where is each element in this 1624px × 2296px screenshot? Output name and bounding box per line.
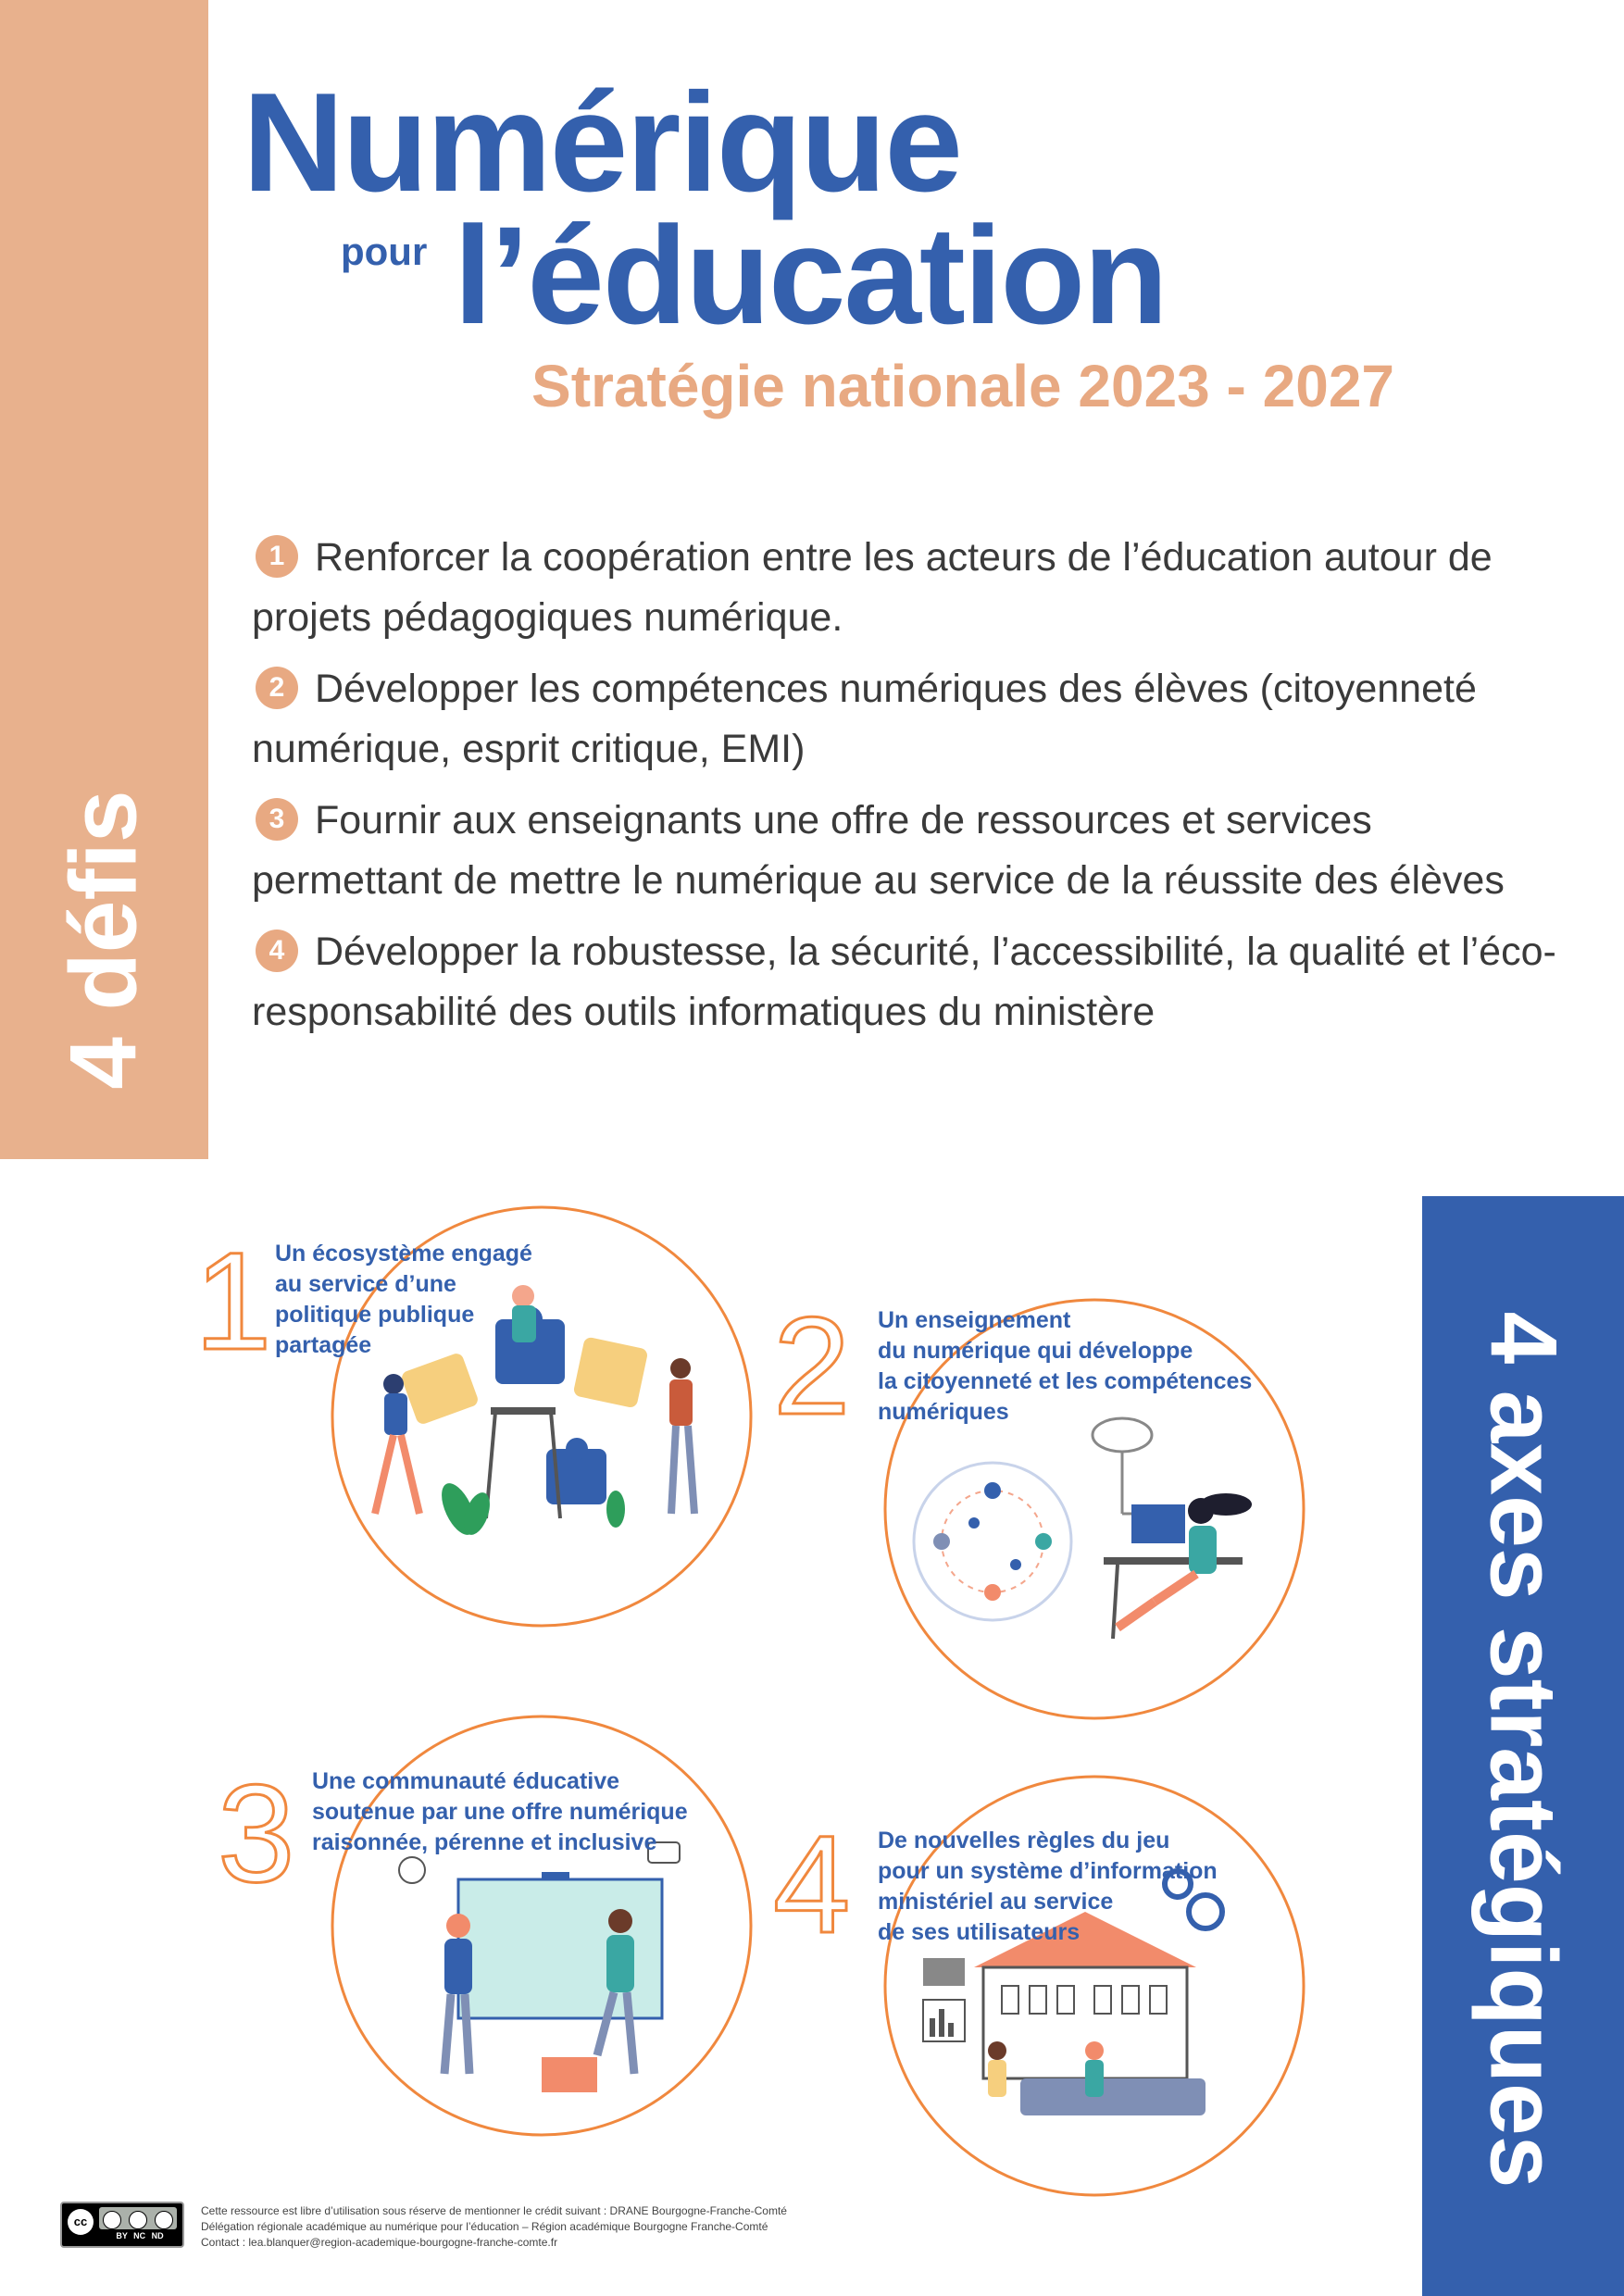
axis-3-number: 3 — [218, 1755, 295, 1911]
nd-icon — [155, 2211, 173, 2229]
axis-2-title: Un enseignement du numérique qui développe la citoyenneté et les compétences numériques — [878, 1307, 1253, 1425]
defi-item — [252, 922, 1567, 1042]
network-globe-icon — [914, 1463, 1071, 1620]
axis-1-number: 1 — [194, 1223, 272, 1379]
defis-label: 4 défis — [50, 790, 156, 1090]
defi-item — [252, 791, 1567, 911]
defis-list — [252, 528, 1567, 1054]
axis-1-title: Un écosystème engagé au service d’une politique publique partagée — [275, 1241, 532, 1358]
footer-line: Contact : lea.blanquer@region-academique-bourgogne-franche-comte.fr — [201, 2236, 558, 2249]
axis-3-title: Une communauté éducative soutenue par une offre numérique raisonnée, pérenne et inclusive — [312, 1768, 688, 1855]
number-badge: 3 — [256, 798, 298, 841]
cc-tags: BY NC ND — [116, 2231, 164, 2240]
axis-4-title: De nouvelles règles du jeu pour un système d’information ministériel au service de ses utilisateurs — [878, 1828, 1218, 1945]
defi-item — [252, 528, 1567, 648]
person-computer-icon — [1104, 1493, 1252, 1639]
footer-line: Cette ressource est libre d’utilisation sous réserve de mentionner le crédit suivant : DRANE Bourgogne-Franche-Comté — [201, 2204, 787, 2217]
footer-line: Délégation régionale académique au numérique pour l’éducation – Région académique Bourgogne Franche-Comté — [201, 2220, 768, 2233]
axis-4-number: 4 — [773, 1806, 851, 1962]
defi-text: Développer la robustesse, la sécurité, l’accessibilité, la qualité et l’éco-responsabilité des outils informatiques du ministère — [252, 930, 1556, 1034]
title-education: l’éducation — [454, 197, 1167, 353]
title-pour: pour — [341, 230, 428, 273]
defi-item — [252, 659, 1567, 780]
by-icon — [103, 2211, 121, 2229]
number-badge: 4 — [256, 930, 298, 972]
subtitle: Stratégie nationale 2023 - 2027 — [531, 353, 1394, 419]
defi-text: Renforcer la coopération entre les acteurs de l’éducation autour de projets pédagogiques numérique. — [252, 535, 1493, 640]
axis-2-number: 2 — [773, 1288, 851, 1443]
defi-text: Développer les compétences numériques des élèves (citoyenneté numérique, esprit critique, EMI) — [252, 667, 1477, 771]
cloud-icon — [1093, 1418, 1159, 1514]
cc-icon: cc — [68, 2209, 94, 2235]
number-badge: 1 — [256, 535, 298, 578]
defi-text: Fournir aux enseignants une offre de ressources et services permettant de mettre le numérique au service de la réussite des élèves — [252, 798, 1505, 903]
cc-license-badge — [60, 2202, 184, 2248]
footer-credits — [201, 2203, 787, 2251]
axes-label: 4 axes stratégiques — [1470, 1311, 1577, 2189]
number-badge: 2 — [256, 667, 298, 709]
title-numerique: Numérique — [243, 64, 961, 221]
cc-conditions — [99, 2207, 177, 2229]
nc-icon — [129, 2211, 147, 2229]
chart-icon — [923, 1958, 965, 2041]
